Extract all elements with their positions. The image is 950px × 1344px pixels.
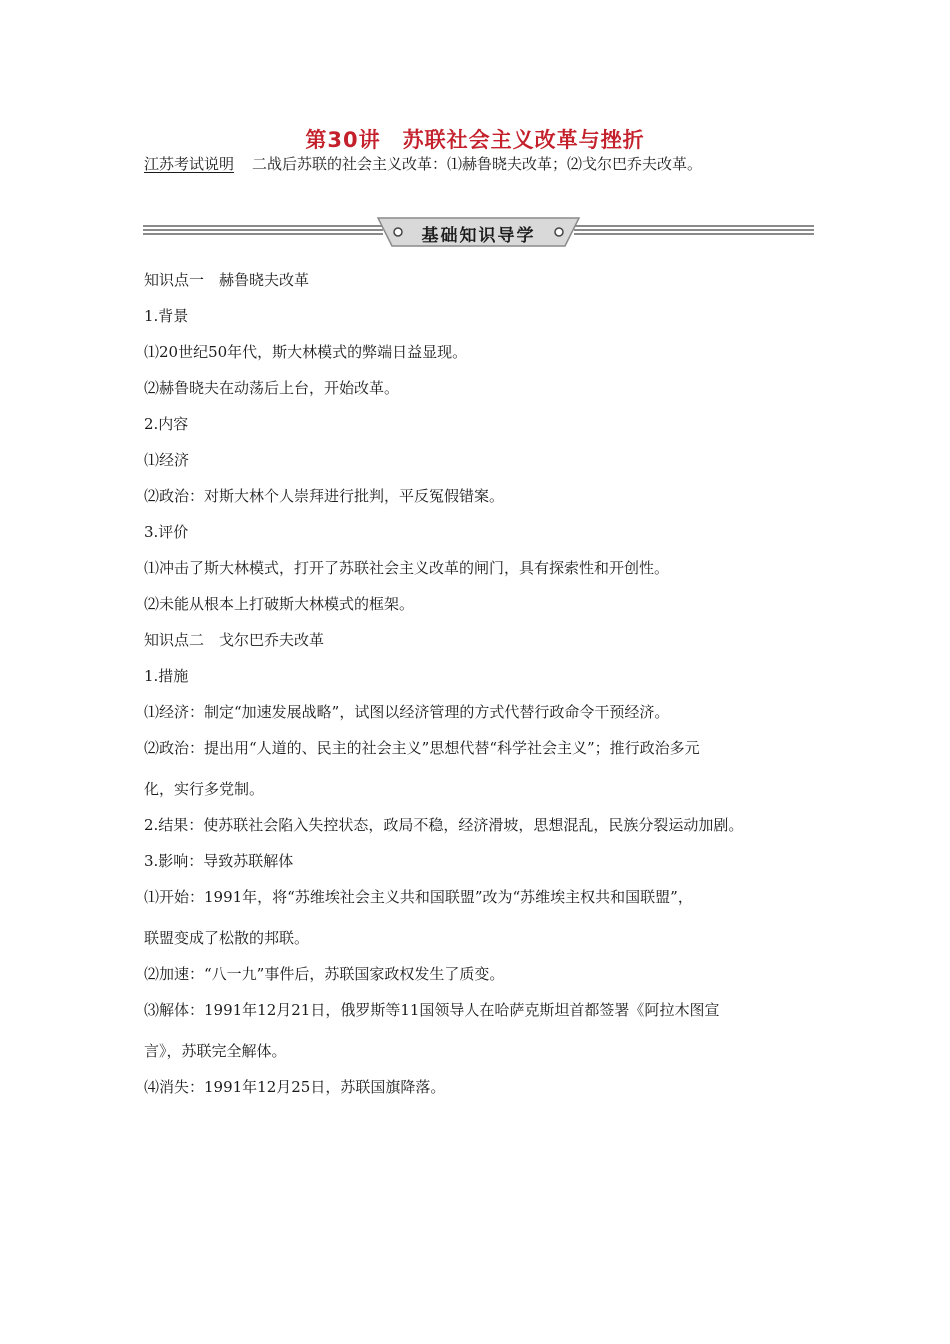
subheading: 3.影响：导致苏联解体 [144, 852, 294, 870]
list-item: ⑵赫鲁晓夫在动荡后上台，开始改革。 [144, 379, 400, 397]
banner-rule-right [574, 225, 814, 239]
exam-requirement-label: 江苏考试说明 [144, 155, 235, 173]
section-banner [143, 216, 814, 250]
list-item: ⑴开始：1991年，将“苏维埃社会主义共和国联盟”改为“苏维埃主权共和国联盟”， [144, 888, 693, 906]
exam-requirement-text: 二战后苏联的社会主义改革：⑴赫鲁晓夫改革；⑵戈尔巴乔夫改革。 [252, 155, 703, 173]
list-item: ⑴20世纪50年代，斯大林模式的弊端日益显现。 [144, 343, 468, 361]
banner-tab [376, 216, 581, 248]
list-item: ⑷消失：1991年12月25日，苏联国旗降落。 [144, 1078, 446, 1096]
lesson-title: 第30讲 苏联社会主义改革与挫折 [305, 128, 645, 152]
list-item-continued: 联盟变成了松散的邦联。 [144, 929, 310, 947]
list-item-continued: 言》，苏联完全解体。 [144, 1042, 287, 1060]
list-item: ⑵政治：提出用“人道的、民主的社会主义”思想代替“科学社会主义”；推行政治多元 [144, 739, 700, 757]
exam-requirement [144, 153, 702, 174]
subheading: 3.评价 [144, 523, 189, 541]
section-heading: 知识点二 戈尔巴乔夫改革 [144, 631, 325, 649]
list-item: ⑶解体：1991年12月21日，俄罗斯等11国领导人在哈萨克斯坦首都签署《阿拉木图宣 [144, 1001, 720, 1019]
banner-title: 基础知识导学 [421, 226, 536, 246]
content-body [144, 268, 814, 1111]
list-item: ⑵加速：“八一九”事件后，苏联国家政权发生了质变。 [144, 965, 505, 983]
banner-rule-left [143, 225, 383, 239]
list-item: ⑵政治：对斯大林个人崇拜进行批判，平反冤假错案。 [144, 487, 505, 505]
subheading: 2.内容 [144, 415, 189, 433]
subheading: 1.措施 [144, 667, 189, 685]
list-item: ⑵未能从根本上打破斯大林模式的框架。 [144, 595, 415, 613]
list-item: ⑴冲击了斯大林模式，打开了苏联社会主义改革的闸门，具有探索性和开创性。 [144, 559, 670, 577]
list-item-continued: 化，实行多党制。 [144, 780, 265, 798]
list-item: ⑴经济 [144, 451, 190, 469]
subheading: 1.背景 [144, 307, 189, 325]
list-item: ⑴经济：制定“加速发展战略”，试图以经济管理的方式代替行政命令干预经济。 [144, 703, 670, 721]
section-heading: 知识点一 赫鲁晓夫改革 [144, 271, 310, 289]
subheading: 2.结果：使苏联社会陷入失控状态，政局不稳，经济滑坡，思想混乱，民族分裂运动加剧。 [144, 816, 744, 834]
